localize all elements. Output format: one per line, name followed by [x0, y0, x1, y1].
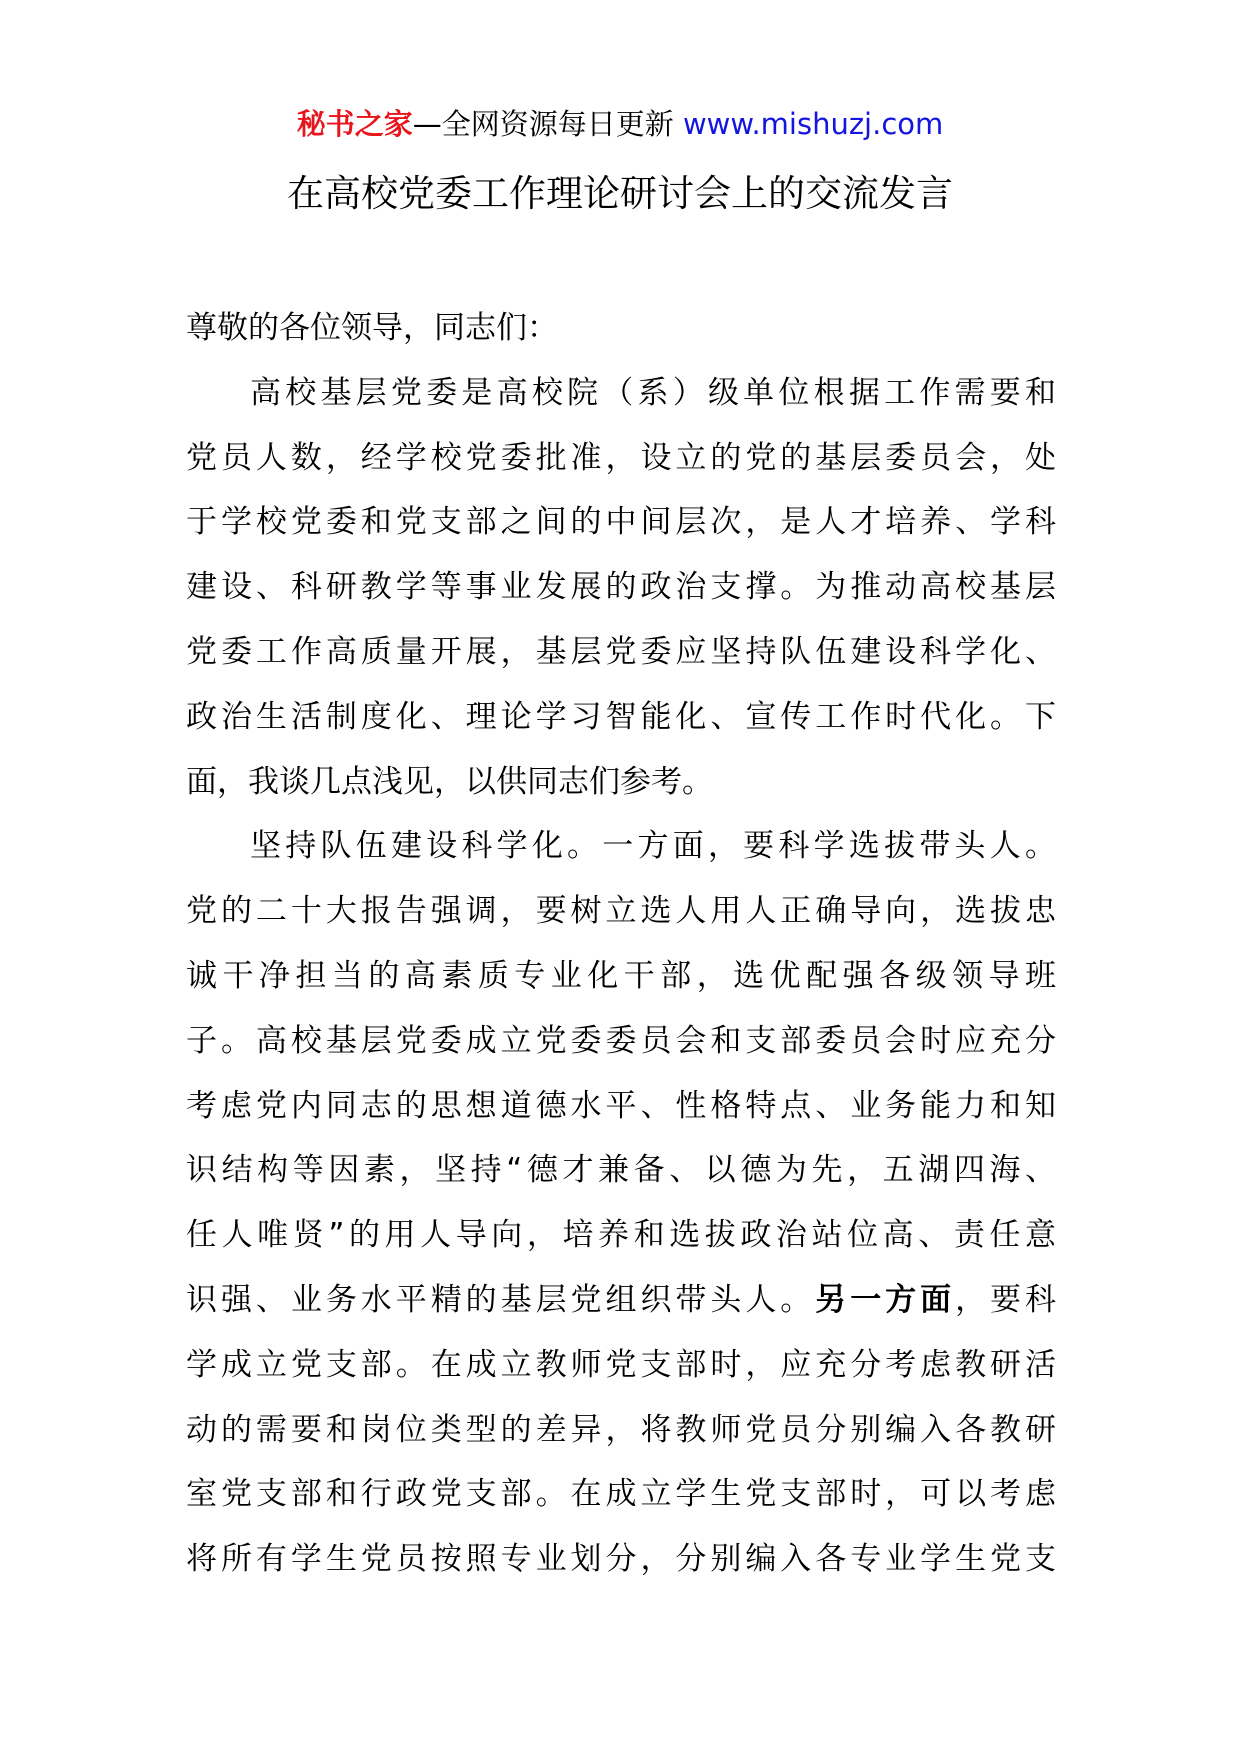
text-line: 子。高校基层党委成立党委委员会和支部委员会时应充分: [186, 1022, 1056, 1059]
text-line: 党委工作高质量开展，基层党委应坚持队伍建设科学化、: [186, 633, 1056, 670]
text-line: 党的二十大报告强调，要树立选人用人正确导向，选拔忠: [186, 893, 1056, 930]
text-line: 学成立党支部。在成立教师党支部时，应充分考虑教研活: [186, 1346, 1056, 1383]
text-line: 高校基层党委是高校院（系）级单位根据工作需要和: [250, 374, 1056, 411]
paragraph-1: [186, 361, 1056, 815]
document-title: 在高校党委工作理论研讨会上的交流发言: [287, 172, 953, 215]
text-line: 面，我谈几点浅见，以供同志们参考。: [186, 763, 713, 800]
salutation: 尊敬的各位领导，同志们：: [186, 310, 558, 346]
text-line: 考虑党内同志的思想道德水平、性格特点、业务能力和知: [186, 1087, 1056, 1124]
text-line: 建设、科研教学等事业发展的政治支撑。为推动高校基层: [186, 569, 1056, 606]
text-segment: 识强、业务水平精的基层党组织带头人。: [186, 1281, 816, 1318]
text-line: 于学校党委和党支部之间的中间层次，是人才培养、学科: [186, 504, 1056, 541]
text-line-with-emphasis: [186, 1268, 1056, 1333]
brand-name: 秘书之家: [296, 107, 413, 141]
paragraph-2: [186, 814, 1056, 1592]
banner-tagline: —全网资源每日更新: [412, 107, 683, 141]
text-line: 任人唯贤”的用人导向，培养和选拔政治站位高、责任意: [186, 1217, 1056, 1254]
text-line: 政治生活制度化、理论学习智能化、宣传工作时代化。下: [186, 698, 1056, 735]
text-line: 党员人数，经学校党委批准，设立的党的基层委员会，处: [186, 439, 1056, 476]
site-url-link[interactable]: www.mishuzj.com: [682, 107, 944, 141]
text-segment: ，要科: [955, 1281, 1057, 1318]
emphasis-text: 另一方面: [815, 1281, 956, 1318]
text-line: 坚持队伍建设科学化。一方面，要科学选拔带头人。: [250, 828, 1056, 865]
document-body: [186, 296, 1056, 1592]
text-line: 诚干净担当的高素质专业化干部，选优配强各级领导班: [186, 957, 1056, 994]
text-line: 识结构等因素，坚持“德才兼备、以德为先，五湖四海、: [186, 1152, 1056, 1189]
text-line: 将所有学生党员按照专业划分，分别编入各专业学生党支: [186, 1541, 1056, 1578]
text-line: 室党支部和行政党支部。在成立学生党支部时，可以考虑: [186, 1476, 1056, 1513]
site-banner: [0, 100, 1240, 148]
text-line: 动的需要和岗位类型的差异，将教师党员分别编入各教研: [186, 1411, 1056, 1448]
